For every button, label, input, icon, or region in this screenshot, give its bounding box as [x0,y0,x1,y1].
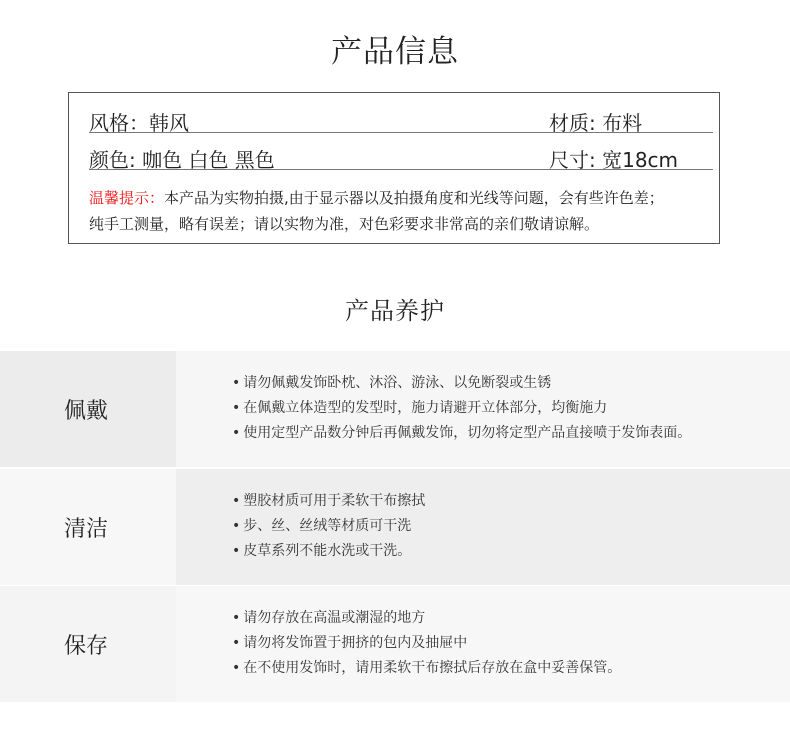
product-info-title: 产品信息 [331,34,459,70]
care-label-cell [0,586,176,702]
care-item: • 请勿将发饰置于拥挤的包内及抽屉中 [232,631,621,656]
care-list-wearing [232,371,691,446]
care-section-wearing [0,351,790,467]
care-label-wearing: 佩戴 [64,399,109,424]
care-item: • 使用定型产品数分钟后再佩戴发饰，切勿将定型产品直接喷于发饰表面。 [232,421,691,446]
size-field: 尺寸: 宽18cm [549,148,679,172]
product-info-table [68,92,720,244]
material-field: 材质: 布料 [549,111,643,135]
care-item: • 请勿佩戴发饰卧枕、沐浴、游泳、以免断裂或生锈 [232,371,691,396]
care-item: • 在佩戴立体造型的发型时，施力请避开立体部分，均衡施力 [232,396,691,421]
info-row-style-material [89,98,713,133]
care-item: • 请勿存放在高温或潮湿的地方 [232,606,621,631]
notice-text-1: 本产品为实物拍摄,由于显示器以及拍摄角度和光线等问题，会有些许色差； [164,189,664,207]
notice-line-1 [89,185,709,211]
product-care-title: 产品养护 [345,297,445,325]
care-label-storage: 保存 [64,634,109,659]
notice-text-2: 纯手工测量，略有误差；请以实物为准，对色彩要求非常高的亲们敬请谅解。 [89,215,600,233]
care-item: • 塑胶材质可用于柔软干布擦拭 [232,489,425,514]
care-label-cleaning: 清洁 [64,517,109,542]
care-item: • 步、丝、丝绒等材质可干洗 [232,514,425,539]
care-item: • 皮草系列不能水洗或干洗。 [232,539,425,564]
care-label-cell [0,351,176,467]
style-field: 风格：韩风 [89,111,189,135]
care-section-storage [0,586,790,702]
care-list-cleaning [232,489,425,564]
info-row-color-size [89,135,713,170]
notice-text [89,185,709,237]
care-list-storage [232,606,621,681]
notice-label: 温馨提示： [89,189,165,207]
color-field: 颜色: 咖色 白色 黑色 [89,148,275,172]
care-body-cell [176,469,790,585]
care-item: • 在不使用发饰时，请用柔软干布擦拭后存放在盒中妥善保管。 [232,656,621,681]
care-section-cleaning [0,469,790,585]
care-label-cell [0,469,176,585]
care-body-cell [176,586,790,702]
care-body-cell [176,351,790,467]
